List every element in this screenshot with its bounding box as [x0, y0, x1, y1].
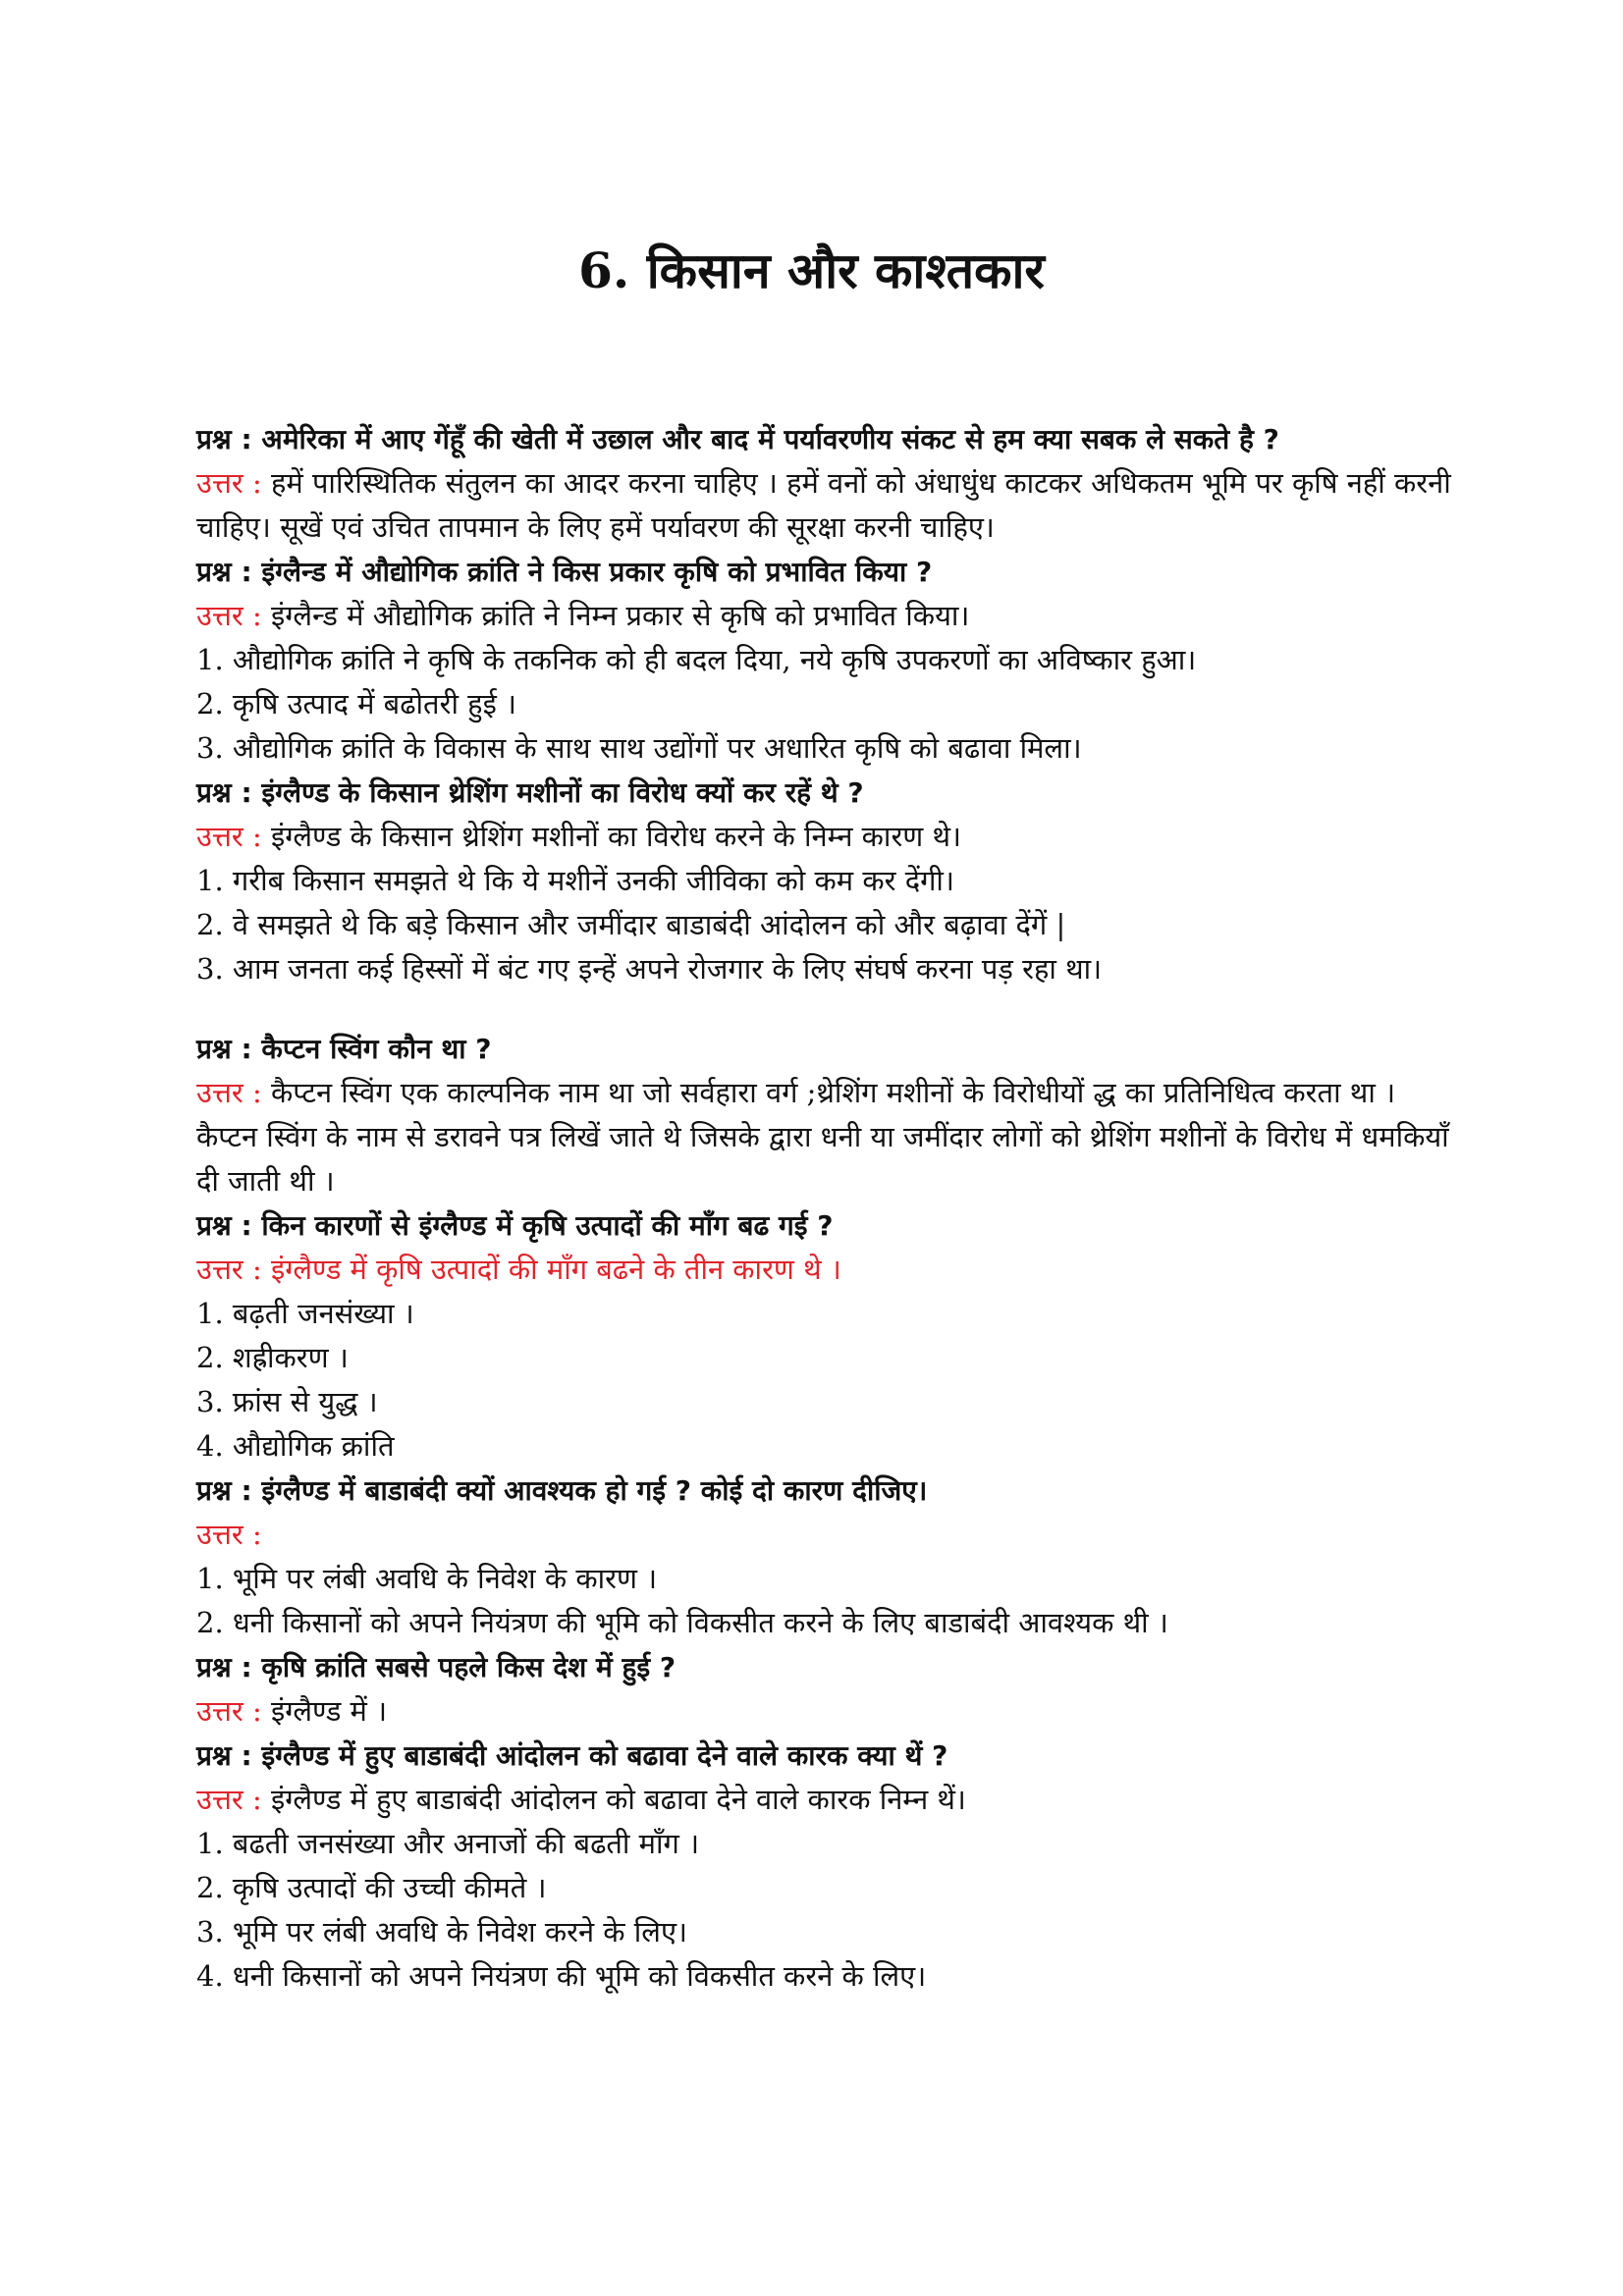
qa-section: [196, 417, 1453, 550]
question: प्रश्न : इंग्लैण्ड में हुए बाडाबंदी आंदोलन को बढावा देने वाले कारक क्या थें ?: [196, 1739, 948, 1772]
spacer: [196, 991, 1453, 1027]
answer-point: 2. शह्रीकरण ।: [196, 1341, 349, 1374]
answer-label: उत्तर :: [196, 599, 262, 632]
answer-text: कैप्टन स्विंग एक काल्पनिक नाम था जो सर्वहारा वर्ग ;थ्रेशिंग मशीनों के विरोधीयों द्ध का प्रतिनिधित्व करता था । कैप्टन स्विंग के नाम से डरावने पत्र लिखें जाते थे जिसके द्वारा धनी या जमींदार लोगों को थ्रेशिंग मशीनों के विरोध में धमकियाँ दी जाती थी ।: [196, 1076, 1449, 1198]
answer-label: उत्तर :: [196, 1253, 262, 1286]
question: प्रश्न : इंग्लैण्ड के किसान थ्रेशिंग मशीनों का विरोध क्यों कर रहें थे ?: [196, 776, 864, 809]
qa-content: [196, 417, 1453, 1999]
answer: [196, 1513, 1453, 1557]
answer-text: हमें पारिस्थितिक संतुलन का आदर करना चाहिए । हमें वनों को अंधाधुंध काटकर अधिकतम भूमि पर कृषि नहीं करनी चाहिए। सूखें एवं उचित तापमान के लिए हमें पर्यावरण की सूरक्षा करनी चाहिए।: [196, 466, 1451, 544]
qa-section: [196, 1734, 1453, 1999]
answer-label: उत्तर :: [196, 1518, 262, 1551]
qa-section: [196, 1645, 1453, 1734]
answer-point: 3. औद्योगिक क्रांति के विकास के साथ साथ उद्योंगों पर अधारित कृषि को बढावा मिला।: [196, 731, 1082, 765]
answer-point: 2. वे समझते थे कि बड़े किसान और जमींदार बाडाबंदी आंदोलन को और बढ़ावा देंगें |: [196, 908, 1066, 941]
question: प्रश्न : कृषि क्रांति सबसे पहले किस देश में हुई ?: [196, 1651, 676, 1683]
answer: [196, 461, 1453, 550]
answer-text: इंग्लैण्ड के किसान थ्रेशिंग मशीनों का विरोध करने के निम्न कारण थे।: [271, 820, 962, 853]
answer-label: उत्तर :: [196, 820, 262, 853]
answer: [196, 1689, 1453, 1734]
answer-point: 3. आम जनता कई हिस्सों में बंट गए इन्हें अपने रोजगार के लिए संघर्ष करना पड़ रहा था।: [196, 952, 1103, 986]
answer-label: उत्तर :: [196, 1076, 262, 1109]
question: प्रश्न : किन कारणों से इंग्लैण्ड में कृषि उत्पादों की माँग बढ गई ?: [196, 1209, 834, 1242]
answer-point: 4. धनी किसानों को अपने नियंत्रण की भूमि को विकसीत करने के लिए।: [196, 1959, 927, 1993]
answer-point: 1. बढती जनसंख्या और अनाजों की बढती माँग ।: [196, 1827, 700, 1860]
question: प्रश्न : अमेरिका में आए गेंहूँ की खेती में उछाल और बाद में पर्यावरणीय संकट से हम क्या सबक ले सकते है ?: [196, 423, 1279, 455]
answer: [196, 1071, 1453, 1203]
answer-text: इंग्लैण्ड में हुए बाडाबंदी आंदोलन को बढावा देने वाले कारक निम्न थें।: [271, 1783, 966, 1816]
answer-point: 3. भूमि पर लंबी अवधि के निवेश करने के लिए।: [196, 1915, 687, 1949]
answer-point: 2. धनी किसानों को अपने नियंत्रण की भूमि को विकसीत करने के लिए बाडाबंदी आवश्यक थी ।: [196, 1606, 1168, 1639]
answer-text: इंग्लैन्ड में औद्योगिक क्रांति ने निम्न प्रकार से कृषि को प्रभावित किया।: [271, 599, 970, 632]
answer-point: 2. कृषि उत्पाद में बढोतरी हुई ।: [196, 687, 517, 721]
answer: [196, 1248, 1453, 1292]
answer-point: 1. गरीब किसान समझते थे कि ये मशीनें उनकी जीविका को कम कर देंगी।: [196, 864, 954, 897]
answer: [196, 1778, 1453, 1822]
qa-section: [196, 771, 1453, 991]
answer-point: 1. बढ़ती जनसंख्या ।: [196, 1297, 414, 1330]
page-title: 6. किसान और काश्तकार: [578, 241, 1045, 299]
qa-section: [196, 1203, 1453, 1468]
answer-point: 4. औद्योगिक क्रांति: [196, 1429, 395, 1463]
answer-label: उत्तर :: [196, 1694, 262, 1728]
answer: [196, 594, 1453, 638]
question: प्रश्न : इंग्लैन्ड में औद्योगिक क्रांति ने किस प्रकार कृषि को प्रभावित किया ?: [196, 556, 933, 588]
question: प्रश्न : इंग्लैण्ड में बाडाबंदी क्यों आवश्यक हो गई ? कोई दो कारण दीजिए।: [196, 1474, 928, 1507]
answer-point: 1. औद्योगिक क्रांति ने कृषि के तकनिक को ही बदल दिया, नये कृषि उपकरणों का अविष्कार हुआ।: [196, 643, 1197, 676]
question: प्रश्न : कैप्टन स्विंग कौन था ?: [196, 1033, 492, 1065]
qa-section: [196, 1027, 1453, 1203]
answer-text: इंग्लैण्ड में कृषि उत्पादों की माँग बढने के तीन कारण थे ।: [271, 1253, 841, 1286]
answer: [196, 815, 1453, 859]
qa-section: [196, 550, 1453, 771]
answer-point: 3. फ्रांस से युद्ध ।: [196, 1385, 378, 1418]
qa-section: [196, 1468, 1453, 1645]
answer-label: उत्तर :: [196, 1783, 262, 1816]
answer-point: 1. भूमि पर लंबी अवधि के निवेश के कारण ।: [196, 1562, 658, 1595]
answer-text: इंग्लैण्ड में ।: [271, 1694, 388, 1728]
answer-point: 2. कृषि उत्पादों की उच्ची कीमते ।: [196, 1871, 547, 1904]
answer-label: उत्तर :: [196, 466, 262, 500]
